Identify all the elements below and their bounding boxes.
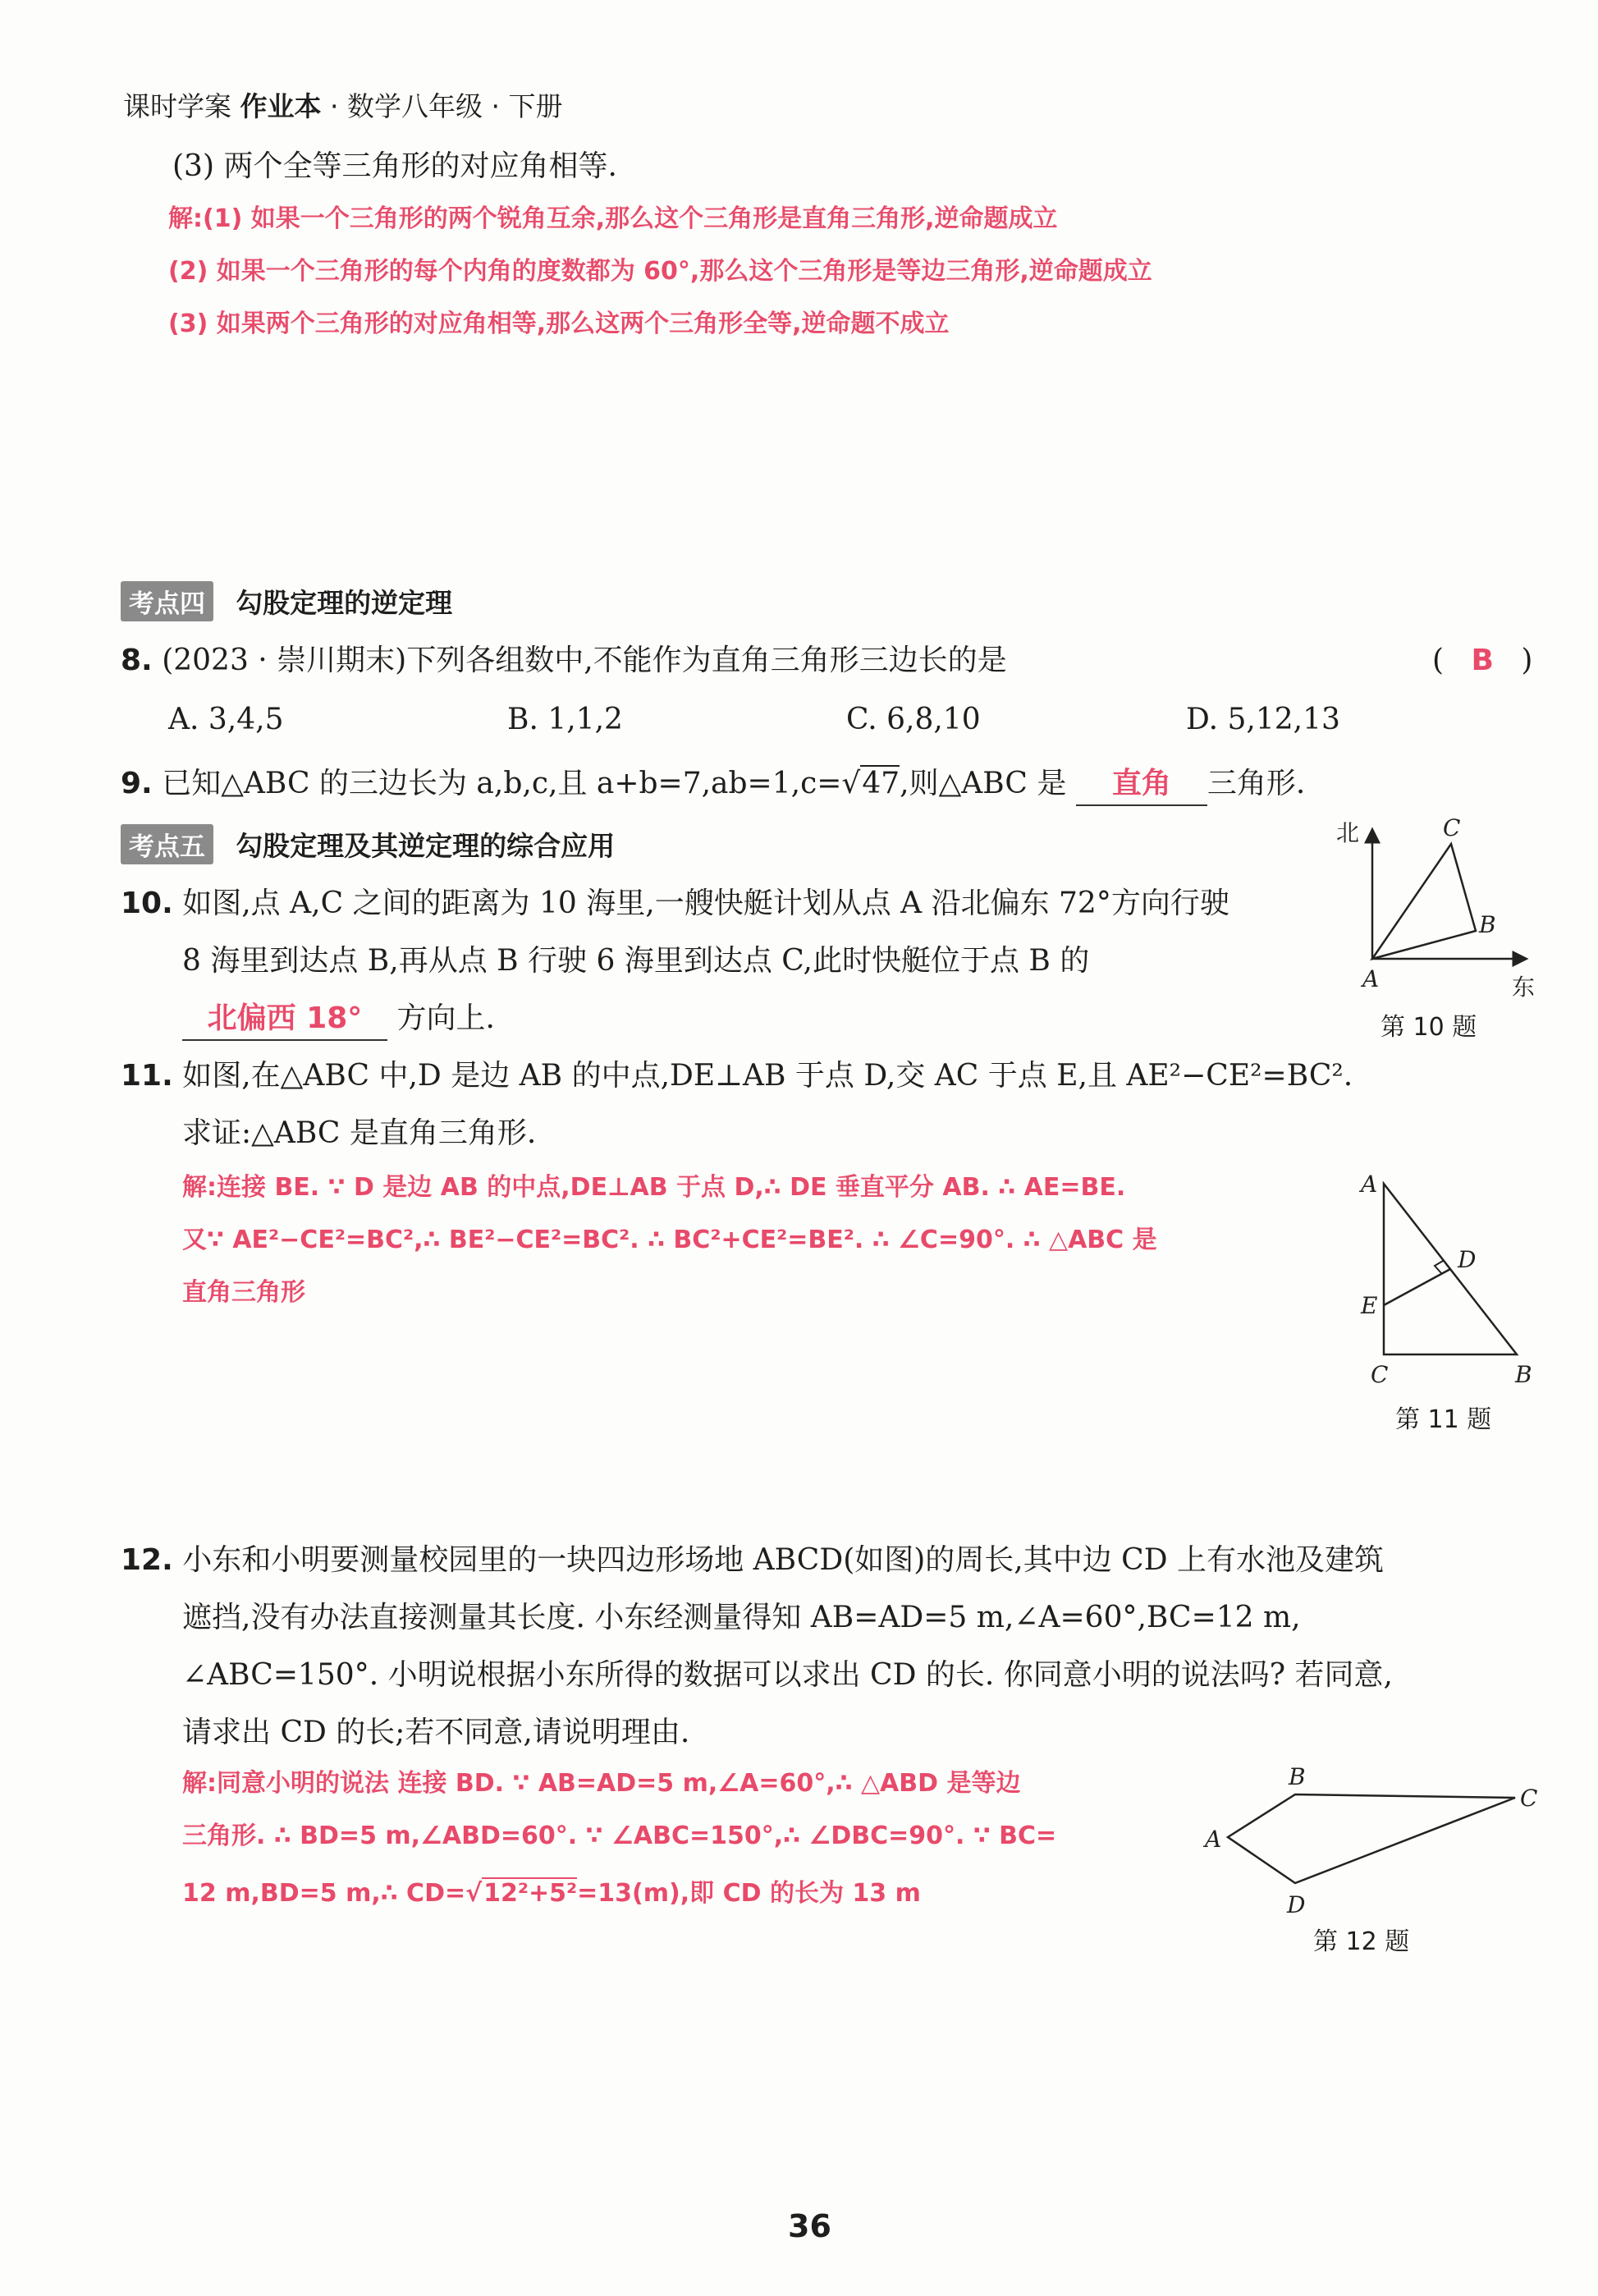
subject-label: · 数学八年级 · 下册 <box>330 90 563 122</box>
point-d-label: D <box>1458 1246 1477 1273</box>
question-8-number: 8. <box>121 644 153 677</box>
section-5-heading <box>121 824 615 864</box>
sqrt-value: 47 <box>862 767 900 800</box>
section-4-title: 勾股定理的逆定理 <box>236 587 453 619</box>
point-a-label: A <box>1205 1826 1222 1853</box>
point-a-label: A <box>1362 965 1380 992</box>
answer-12-sqrt: 12²+5² <box>483 1879 578 1908</box>
segment-de <box>1384 1269 1450 1305</box>
point-c-label: C <box>1371 1361 1389 1388</box>
figure-10-caption: 第 10 题 <box>1381 1013 1477 1042</box>
question-9-text-b: ,则△ABC 是 <box>900 767 1067 800</box>
brand-name: 课时学案 <box>123 90 231 122</box>
question-9 <box>121 763 1305 806</box>
quadrilateral-abcd <box>1228 1794 1515 1883</box>
triangle-abc <box>1372 844 1476 959</box>
sqrt-symbol: √ <box>841 767 861 800</box>
answer-11-line2: 又∵ AE²−CE²=BC²,∴ BE²−CE²=BC². ∴ BC²+CE²=BE². ∴ ∠C=90°. ∴ △ABC 是 <box>182 1226 1157 1254</box>
question-11-number: 11. <box>121 1059 173 1093</box>
question-10-answer: 北偏西 18° <box>182 998 387 1041</box>
question-10-line1 <box>121 883 1229 924</box>
question-8-answer-bracket <box>1432 640 1532 681</box>
answer-12-text-b: =13(m),即 CD 的长为 13 m <box>577 1879 921 1908</box>
answer-12-line1: 解:同意小明的说法 连接 BD. ∵ AB=AD=5 m,∠A=60°,∴ △ABD 是等边 <box>182 1769 1021 1798</box>
figure-11 <box>1346 1166 1543 1395</box>
question-10-line3 <box>182 998 495 1041</box>
answer-3-line2: (2) 如果一个三角形的每个内角的度数都为 60°,那么这个三角形是等边三角形,逆命题成立 <box>168 257 1152 286</box>
q8-option-b: B. 1,1,2 <box>507 703 623 736</box>
question-11-text-1: 如图,在△ABC 中,D 是边 AB 的中点,DE⊥AB 于点 D,交 AC 于点 E,且 AE²−CE²=BC². <box>182 1059 1353 1093</box>
question-9-answer: 直角 <box>1076 763 1207 806</box>
question-11-line2: 求证:△ABC 是直角三角形. <box>182 1116 537 1150</box>
section-5-badge: 考点五 <box>121 824 213 864</box>
right-angle-mark <box>1435 1261 1443 1274</box>
sqrt-symbol: √ <box>465 1879 483 1908</box>
point-b-label: B <box>1515 1361 1532 1388</box>
answer-11-line1: 解:连接 BE. ∵ D 是边 AB 的中点,DE⊥AB 于点 D,∴ DE 垂直平分 AB. ∴ AE=BE. <box>182 1173 1126 1202</box>
question-9-text-c: 三角形. <box>1207 767 1306 800</box>
figure-12 <box>1198 1765 1543 1929</box>
question-12-line2: 遮挡,没有办法直接测量其长度. 小东经测量得知 AB=AD=5 m,∠A=60°,BC=12 m, <box>182 1601 1301 1634</box>
question-12-line1 <box>121 1540 1384 1581</box>
question-8 <box>121 640 1007 681</box>
question-10-number: 10. <box>121 887 173 920</box>
question-12-line3: ∠ABC=150°. 小明说根据小东所得的数据可以求出 CD 的长. 你同意小明的说法吗? 若同意, <box>182 1658 1393 1692</box>
answer-12-line3 <box>182 1875 921 1913</box>
answer-12-line2: 三角形. ∴ BD=5 m,∠ABD=60°. ∵ ∠ABC=150°,∴ ∠DBC=90°. ∵ BC= <box>182 1822 1057 1850</box>
point-c-label: C <box>1443 814 1461 841</box>
east-label: 东 <box>1512 974 1536 1001</box>
q8-option-c: C. 6,8,10 <box>846 703 981 736</box>
question-10-line2: 8 海里到达点 B,再从点 B 行驶 6 海里到达点 C,此时快艇位于点 B 的 <box>182 944 1090 978</box>
page-number: 36 <box>788 2208 831 2244</box>
point-d-label: D <box>1287 1891 1306 1918</box>
section-5-title: 勾股定理及其逆定理的综合应用 <box>236 830 616 862</box>
question-12-line4: 请求出 CD 的长;若不同意,请说明理由. <box>182 1716 690 1749</box>
q8-option-a: A. 3,4,5 <box>168 703 284 736</box>
question-10-text-3: 方向上. <box>396 1001 495 1035</box>
question-9-number: 9. <box>121 767 153 800</box>
figure-11-caption: 第 11 题 <box>1395 1405 1492 1434</box>
q8-option-d: D. 5,12,13 <box>1186 703 1340 736</box>
point-b-label: B <box>1479 911 1496 938</box>
point-e-label: E <box>1361 1292 1378 1319</box>
question-3-text: (3) 两个全等三角形的对应角相等. <box>172 149 617 183</box>
question-11-line1 <box>121 1056 1353 1097</box>
question-10-text-1: 如图,点 A,C 之间的距离为 10 海里,一艘快艇计划从点 A 沿北偏东 72°方向行驶 <box>182 887 1229 920</box>
section-4-badge: 考点四 <box>121 581 213 621</box>
question-8-text: (2023 · 崇川期末)下列各组数中,不能作为直角三角形三边长的是 <box>162 644 1007 677</box>
question-12-text-1: 小东和小明要测量校园里的一块四边形场地 ABCD(如图)的周长,其中边 CD 上有水池及建筑 <box>182 1543 1385 1577</box>
answer-3-line1: 解:(1) 如果一个三角形的两个锐角互余,那么这个三角形是直角三角形,逆命题成立 <box>168 204 1058 233</box>
paren-open: ( <box>1432 644 1445 677</box>
book-header <box>123 89 562 125</box>
question-9-text-a: 已知△ABC 的三边长为 a,b,c,且 a+b=7,ab=1,c= <box>162 767 842 800</box>
question-12-number: 12. <box>121 1543 173 1577</box>
section-4-heading <box>121 581 452 621</box>
north-label: 北 <box>1336 819 1360 846</box>
paren-close: ) <box>1521 644 1533 677</box>
answer-11-line3: 直角三角形 <box>182 1278 305 1307</box>
figure-10 <box>1330 813 1543 1034</box>
point-b-label: B <box>1289 1763 1306 1790</box>
point-a-label: A <box>1361 1171 1378 1198</box>
figure-12-caption: 第 12 题 <box>1313 1927 1410 1956</box>
point-c-label: C <box>1520 1785 1538 1812</box>
question-8-answer: B <box>1471 644 1494 677</box>
brand-workbook: 作业本 <box>240 90 322 122</box>
answer-12-text-a: 12 m,BD=5 m,∴ CD= <box>182 1879 466 1908</box>
answer-3-line3: (3) 如果两个三角形的对应角相等,那么这两个三角形全等,逆命题不成立 <box>168 309 950 338</box>
